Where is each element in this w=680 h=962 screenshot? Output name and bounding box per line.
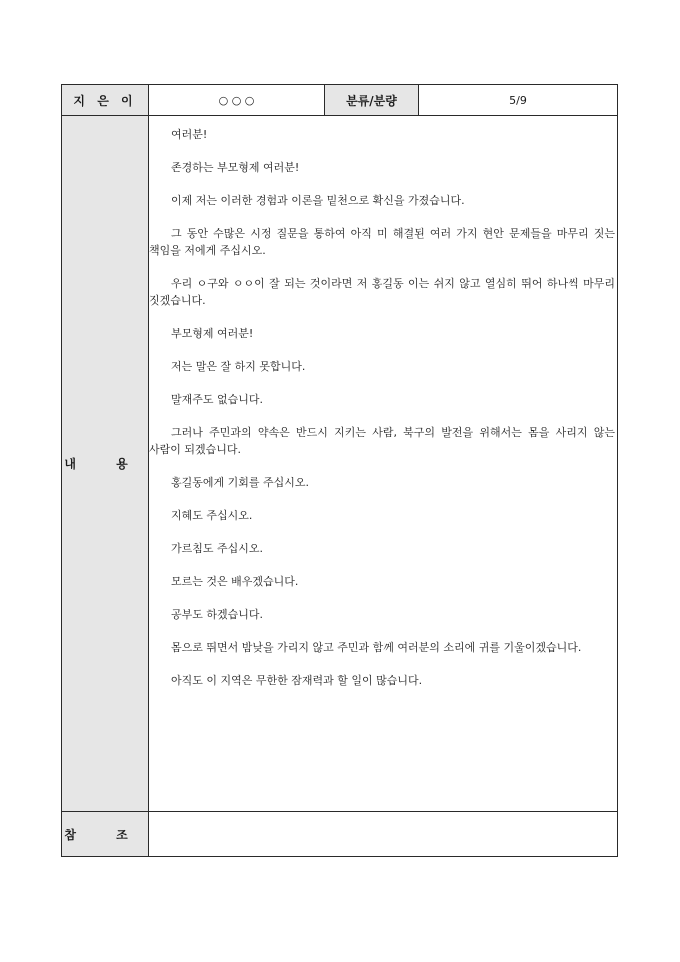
paragraph: 이제 저는 이러한 경험과 이론을 밑천으로 확신을 가졌습니다. (171, 194, 465, 207)
header-row (62, 85, 618, 116)
paragraph: 여러분! (171, 128, 208, 141)
paragraph: 모르는 것은 배우겠습니다. (171, 575, 299, 588)
reference-row (62, 812, 618, 857)
paragraph: 몸으로 뛰면서 밤낮을 가리지 않고 주민과 함께 여러분의 소리에 귀를 기울이겠습니다. (171, 641, 582, 654)
paragraph: 그 동안 수많은 시정 질문을 통하여 아직 미 해결된 여러 가지 현안 문제들을 마무리 짓는 책임을 저에게 주십시오. (149, 227, 615, 257)
paragraph: 저는 말은 잘 하지 못합니다. (171, 360, 306, 373)
author-value: ○ ○ ○ (149, 85, 325, 116)
content-body (149, 116, 618, 812)
content-label: 내 용 (62, 116, 149, 812)
paragraph: 아직도 이 지역은 무한한 잠재력과 할 일이 많습니다. (171, 674, 423, 687)
category-label: 분류/분량 (325, 85, 419, 116)
content-row (62, 116, 618, 812)
paragraph: 부모형제 여러분! (171, 327, 254, 340)
paragraph: 우리 ㅇ구와 ㅇㅇ이 잘 되는 것이라면 저 홍길동 이는 쉬지 않고 열심히 뛰어 하나씩 마무리 짓겠습니다. (149, 277, 615, 307)
paragraph: 말재주도 없습니다. (171, 393, 264, 406)
paragraph: 지혜도 주십시오. (171, 509, 253, 522)
author-label: 지 은 이 (62, 85, 149, 116)
category-value: 5/9 (419, 85, 618, 116)
reference-label: 참 조 (62, 812, 149, 857)
document-table (61, 84, 618, 857)
reference-value (149, 812, 618, 857)
paragraph: 그러나 주민과의 약속은 반드시 지키는 사람, 북구의 발전을 위해서는 몸을 사리지 않는 사람이 되겠습니다. (149, 426, 615, 456)
paragraph: 홍길동에게 기회를 주십시오. (171, 476, 310, 489)
paragraph: 존경하는 부모형제 여러분! (171, 161, 300, 174)
paragraph: 공부도 하겠습니다. (171, 608, 264, 621)
paragraph: 가르침도 주십시오. (171, 542, 264, 555)
